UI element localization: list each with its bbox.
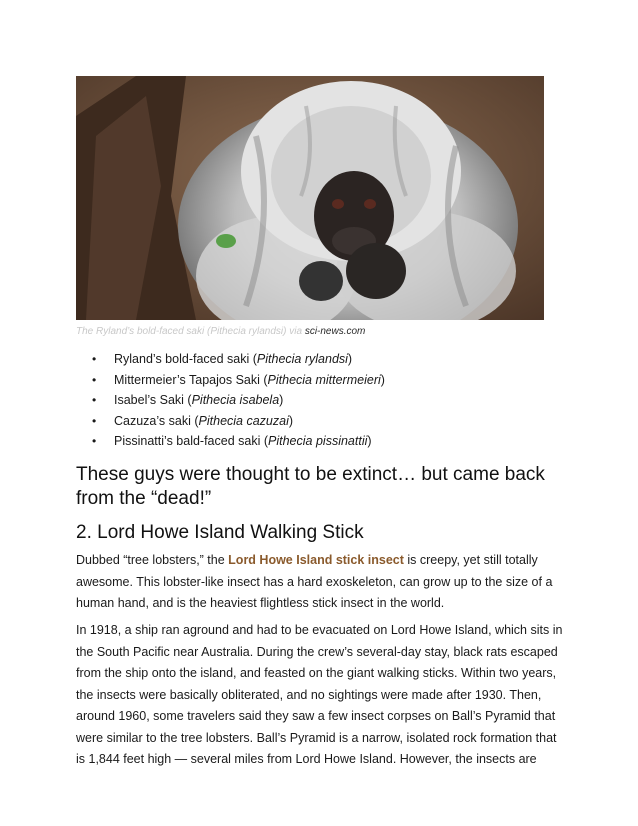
image-caption	[76, 326, 556, 337]
paren-close: )	[288, 413, 294, 428]
species-latin: Pithecia pissinattii	[268, 434, 368, 448]
paragraph-history: In 1918, a ship ran aground and had to be evacuated on Lord Howe Island, which sits in the South Pacific near Australia. During the crew’s several-day stay, black rats escaped from the ship onto the island, and feasted on the giant walking sticks. Within two years, the insects were basically obliterated, and no sightings were made after 1930. Then, around 1960, some travelers said they saw a few insect corpses on Ball’s Pyramid that were similar to the tree lobsters. Ball’s Pyramid is a narrow, isolated rock formation that is 1,844 feet high — several miles from Lord Howe Island. However, the insects are	[76, 623, 563, 766]
bullet-icon: •	[92, 434, 97, 448]
list-item	[76, 390, 556, 411]
paren-close: )	[347, 352, 353, 366]
paren-close: )	[380, 372, 385, 387]
species-latin: Pithecia cazuzai	[198, 413, 289, 428]
section-title: 2. Lord Howe Island Walking Stick	[76, 522, 364, 543]
caption-text: The Ryland’s bold-faced saki (Pithecia rylandsi) via	[76, 326, 305, 337]
species-latin: Pithecia rylandsi	[256, 352, 348, 366]
saki-monkey-photo	[76, 76, 544, 320]
list-item	[76, 411, 556, 432]
caption-source-link[interactable]: sci-news.com	[304, 326, 366, 337]
bullet-icon: •	[92, 393, 97, 407]
species-name: Ryland’s bold-faced saki (	[114, 352, 257, 366]
bullet-icon: •	[92, 372, 97, 387]
para1-text-before: Dubbed “tree lobsters,” the	[76, 553, 229, 567]
para1-text-after: is creepy, yet still totally awesome. This lobster-like insect has a hard exoskeleton, can grow up to the size of a human hand, and is the heaviest flightless stick insect in the world.	[76, 553, 553, 610]
paragraph-intro	[76, 550, 566, 615]
list-item	[76, 349, 556, 370]
species-latin: Pithecia mittermeieri	[267, 372, 381, 387]
paren-close: )	[279, 393, 284, 407]
stick-insect-link[interactable]: Lord Howe Island stick insect	[228, 553, 404, 567]
list-item	[76, 431, 556, 452]
species-name: Mittermeier’s Tapajos Saki (	[114, 372, 268, 387]
paren-close: )	[367, 434, 372, 448]
extinct-headline: These guys were thought to be extinct… but came back from the “dead!”	[76, 464, 545, 509]
species-name: Cazuza’s saki (	[114, 413, 199, 428]
bullet-icon: •	[92, 413, 97, 428]
bullet-icon: •	[92, 352, 97, 366]
species-name: Isabel’s Saki (	[114, 393, 192, 407]
saki-monkey-image	[76, 76, 544, 320]
list-item	[76, 370, 556, 391]
species-name: Pissinatti’s bald-faced saki (	[114, 434, 269, 448]
species-latin: Pithecia isabela	[191, 393, 280, 407]
species-list	[76, 349, 556, 452]
